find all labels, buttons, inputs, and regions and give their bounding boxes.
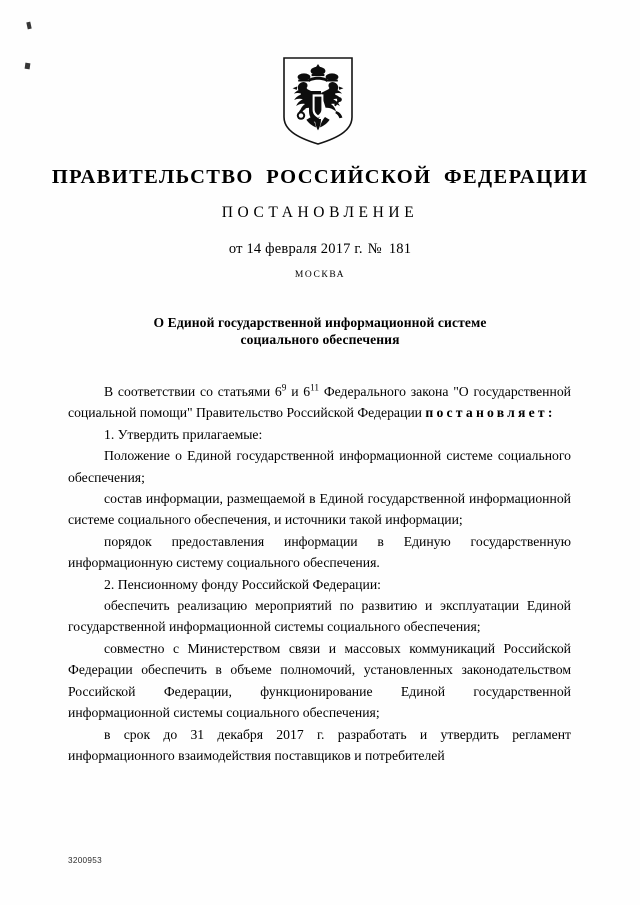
decree-subject-title bbox=[90, 314, 550, 348]
document-type-heading: ПОСТАНОВЛЕНИЕ bbox=[221, 204, 419, 221]
scan-artifact-speck bbox=[26, 22, 31, 30]
scan-artifact-speck bbox=[25, 63, 31, 70]
date-and-number-line bbox=[0, 241, 640, 258]
article-superscript-9: 9 bbox=[281, 383, 287, 394]
paragraph-information-composition: состав информации, размещаемой в Единой государственной информационной системе социального обеспечения, и источники такой информации; bbox=[68, 491, 571, 528]
title-line-2: социального обеспечения bbox=[240, 332, 400, 347]
paragraph-preamble bbox=[68, 381, 571, 424]
article-superscript-11: 11 bbox=[310, 383, 320, 394]
document-body bbox=[68, 381, 571, 766]
paragraph-deadline-regulation: в срок до 31 декабря 2017 г. разработать и утвердить регламент информационного взаимодействия поставщиков и потребителей bbox=[68, 726, 571, 763]
paragraph-item-1: 1. Утвердить прилагаемые: bbox=[104, 426, 263, 442]
preamble-text-b: и 6 bbox=[286, 384, 311, 399]
paragraph-item-2: 2. Пенсионному фонду Российской Федерации: bbox=[104, 576, 381, 592]
number-sign: № bbox=[367, 241, 382, 257]
title-line-1: О Единой государственной информационной системе bbox=[153, 315, 487, 330]
paragraph-submission-procedure: порядок предоставления информации в Единую государственную информационную систему социального обеспечения. bbox=[68, 533, 571, 571]
footer-document-code: 3200953 bbox=[68, 856, 102, 865]
preamble-text-a: В соответствии со статьями 6 bbox=[104, 384, 282, 399]
preamble-text-c: Федерального закона "О государственной социальной помощи" Правительство Российской Федерации bbox=[68, 384, 571, 421]
document-number: 181 bbox=[388, 241, 412, 257]
paragraph-regulation: Положение о Единой государственной информационной системе социального обеспечения; bbox=[68, 448, 571, 485]
date-text: от 14 февраля 2017 г. bbox=[228, 241, 363, 257]
paragraph-implementation: обеспечить реализацию мероприятий по развитию и эксплуатации Единой государственной информационной системы социального обеспечения; bbox=[68, 598, 571, 635]
city-line: МОСКВА bbox=[294, 270, 346, 280]
russian-coat-of-arms-icon bbox=[281, 55, 355, 147]
paragraph-joint-ministry: совместно с Министерством связи и массовых коммуникаций Российской Федерации обеспечить в объеме полномочий, установленных законодательством Российской Федерации, функционирование Единой государственной информационной системы социального обеспечения; bbox=[68, 640, 571, 721]
resolves-keyword: постановляет: bbox=[425, 405, 556, 421]
page-title: ПРАВИТЕЛЬСТВО РОССИЙСКОЙ ФЕДЕРАЦИИ bbox=[51, 166, 589, 188]
